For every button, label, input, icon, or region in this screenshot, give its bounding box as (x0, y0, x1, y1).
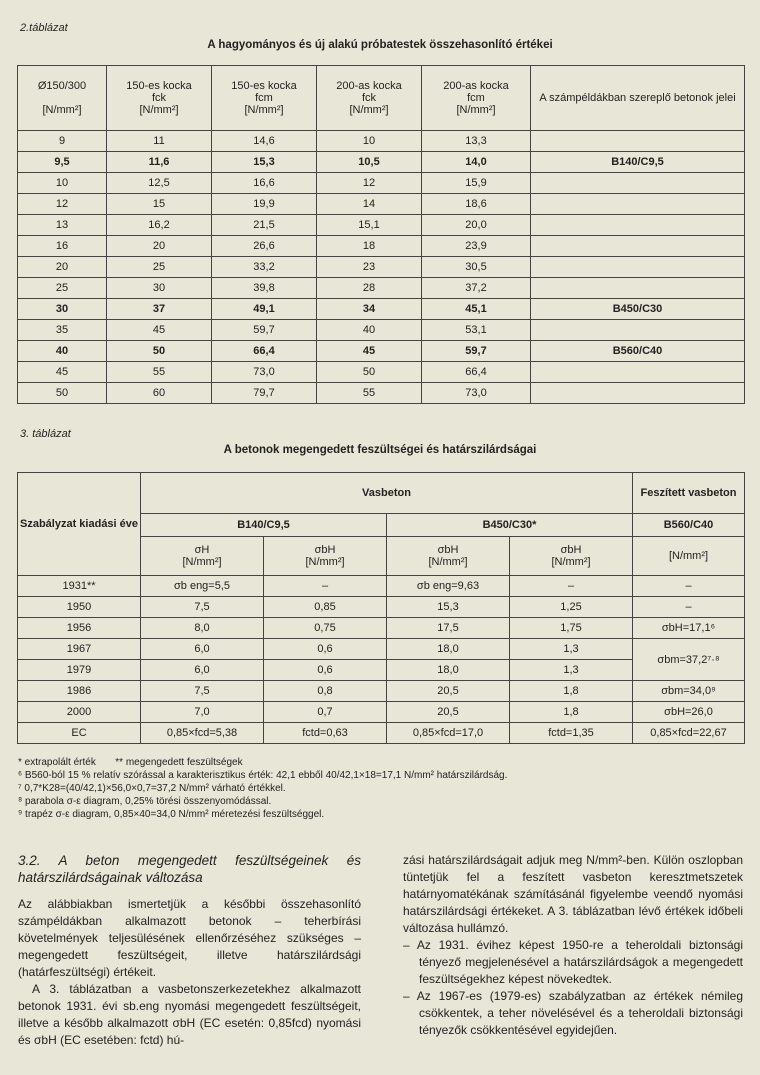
table-cell: 30 (107, 278, 212, 299)
table-cell: σbH=26,0 (633, 702, 745, 723)
table-cell: σbm=34,0⁹ (633, 681, 745, 702)
header-cell: Vasbeton (141, 473, 633, 514)
header-cell: 150-es kocka fck [N/mm²] (107, 66, 212, 131)
table-cell: 39,8 (212, 278, 317, 299)
table-row (18, 320, 745, 341)
table-cell: 15,3 (212, 152, 317, 173)
table-cell: 15,1 (317, 215, 422, 236)
table-cell: 0,85×fcd=22,67 (633, 723, 745, 744)
table-cell: – (633, 576, 745, 597)
table-cell: 45 (107, 320, 212, 341)
table-cell: 40 (317, 320, 422, 341)
table-cell: 0,6 (264, 660, 387, 681)
table-cell: 18,0 (387, 639, 510, 660)
table-cell: 0,6 (264, 639, 387, 660)
table-row (18, 383, 745, 404)
table-cell (531, 257, 745, 278)
table-cell: 73,0 (422, 383, 531, 404)
table-cell: 18,0 (387, 660, 510, 681)
table-cell: 9 (18, 131, 107, 152)
table-cell: 1,8 (510, 681, 633, 702)
header-cell: σbH [N/mm²] (264, 537, 387, 576)
table-cell: B560/C40 (531, 341, 745, 362)
table-cell: 66,4 (422, 362, 531, 383)
table-cell: fctd=1,35 (510, 723, 633, 744)
table2-caption: 2.táblázat (20, 22, 68, 34)
footnote: ⁹ trapéz σ-ε diagram, 0,85×40=34,0 N/mm² méretezési feszültséggel. (18, 809, 325, 820)
table-cell: 60 (107, 383, 212, 404)
footnote: * extrapolált érték ** megengedett feszültségek (18, 757, 243, 768)
table-cell: 10 (18, 173, 107, 194)
footnotes (18, 756, 507, 821)
header-cell: B140/C9,5 (141, 514, 387, 537)
table-cell: 45 (317, 341, 422, 362)
table-cell: 0,85×fcd=17,0 (387, 723, 510, 744)
footnote: ⁸ parabola σ-ε diagram, 0,25% törési összenyomódással. (18, 796, 272, 807)
table-cell: 59,7 (212, 320, 317, 341)
table-cell: 79,7 (212, 383, 317, 404)
table-cell: 45 (18, 362, 107, 383)
table-cell: 1979 (18, 660, 141, 681)
table-cell (531, 362, 745, 383)
table-cell: 30 (18, 299, 107, 320)
left-column (18, 852, 361, 1049)
footnote: ⁷ 0,7*K28=(40/42,1)×56,0×0,7=37,2 N/mm² várható értékkel. (18, 783, 286, 794)
table-cell: 16,2 (107, 215, 212, 236)
table-row (18, 194, 745, 215)
table-cell: 14 (317, 194, 422, 215)
table-cell: 0,7 (264, 702, 387, 723)
table-row (18, 299, 745, 320)
table-cell: 16,6 (212, 173, 317, 194)
table-cell: 37,2 (422, 278, 531, 299)
table3 (17, 472, 745, 744)
table3-title: A betonok megengedett feszültségei és határszilárdságai (223, 444, 537, 456)
table-cell: 14,0 (422, 152, 531, 173)
table-cell: B450/C30 (531, 299, 745, 320)
table-row (18, 341, 745, 362)
table-cell: 1967 (18, 639, 141, 660)
table-cell: 50 (18, 383, 107, 404)
header-cell: [N/mm²] (633, 537, 745, 576)
table-cell: 13 (18, 215, 107, 236)
header-cell: 150-es kocka fcm [N/mm²] (212, 66, 317, 131)
table-cell: 15 (107, 194, 212, 215)
table-header-row (18, 66, 745, 131)
table2 (17, 65, 745, 404)
table-cell: B140/C9,5 (531, 152, 745, 173)
table-row (18, 723, 745, 744)
table-cell (531, 278, 745, 299)
table-cell: 13,3 (422, 131, 531, 152)
footnote: ⁶ B560-ból 15 % relatív szórással a karakterisztikus érték: 42,1 ebből 40/42,1×18=17,1 N/mm² határszilárdság. (18, 770, 508, 781)
header-cell: 200-as kocka fcm [N/mm²] (422, 66, 531, 131)
table-row (18, 362, 745, 383)
table-cell: 0,75 (264, 618, 387, 639)
table-cell: 1,25 (510, 597, 633, 618)
table-cell: 2000 (18, 702, 141, 723)
table-cell (531, 320, 745, 341)
table-row (18, 278, 745, 299)
section-heading: 3.2. A beton megengedett feszültségeinek és határszilárdságainak változása (18, 853, 361, 885)
table-cell: 6,0 (141, 639, 264, 660)
table-cell: 30,5 (422, 257, 531, 278)
table-cell: σbH=17,1⁶ (633, 618, 745, 639)
header-cell: B450/C30* (387, 514, 633, 537)
table-cell: 20,5 (387, 702, 510, 723)
table2-title: A hagyományos és új alakú próbatestek összehasonlító értékei (207, 39, 553, 51)
table-cell: 18,6 (422, 194, 531, 215)
table-row (18, 597, 745, 618)
table-cell (531, 194, 745, 215)
table-cell: 7,5 (141, 597, 264, 618)
table-cell: 0,8 (264, 681, 387, 702)
table-cell: – (264, 576, 387, 597)
table-row (18, 576, 745, 597)
table-cell: 1956 (18, 618, 141, 639)
table-cell (531, 383, 745, 404)
table-cell: 12 (18, 194, 107, 215)
table-cell: 23 (317, 257, 422, 278)
table-cell: 16 (18, 236, 107, 257)
table-cell: 49,1 (212, 299, 317, 320)
header-cell: Szabályzat kiadási éve (18, 473, 141, 576)
table-cell: 34 (317, 299, 422, 320)
table-cell: 35 (18, 320, 107, 341)
table3-caption: 3. táblázat (20, 428, 71, 440)
table-cell: 53,1 (422, 320, 531, 341)
table-cell: 7,0 (141, 702, 264, 723)
paragraph: A 3. táblázatban a vasbetonszerkezetekhez alkalmazott betonok 1931. évi sb.eng nyomási megengedett feszültségeit, illetve a később alkalmazott σbH (EC esetén: 0,85fcd) nyomási és σbH (EC esetében: fctd) hú- (18, 982, 361, 1047)
table-cell: 11,6 (107, 152, 212, 173)
table-cell (531, 215, 745, 236)
table-cell: 37 (107, 299, 212, 320)
table-cell: – (510, 576, 633, 597)
table-cell: 28 (317, 278, 422, 299)
table-cell: 15,3 (387, 597, 510, 618)
table-cell: σb eng=9,63 (387, 576, 510, 597)
table-cell: 1950 (18, 597, 141, 618)
table-cell: 25 (107, 257, 212, 278)
paragraph: Az alábbiakban ismertetjük a későbbi összehasonlító számpéldákban alkalmazott betonok – teherbírási követelmények teljesülésének ellenőrzéséhez szükséges – megengedett feszültségeit, illetve határszilárdsági (határfeszültségi) értékeit. (18, 897, 361, 979)
table-cell: 20 (107, 236, 212, 257)
table-cell: 1,3 (510, 639, 633, 660)
table-cell: 1931** (18, 576, 141, 597)
table-cell: σbm=37,2⁷·⁸ (633, 639, 745, 681)
table-cell: σb eng=5,5 (141, 576, 264, 597)
table-cell: 0,85×fcd=5,38 (141, 723, 264, 744)
table-cell: 11 (107, 131, 212, 152)
table-cell (531, 173, 745, 194)
table-cell (531, 131, 745, 152)
table-row (18, 215, 745, 236)
table-cell: 55 (107, 362, 212, 383)
table-cell: 6,0 (141, 660, 264, 681)
table-row (18, 131, 745, 152)
table-cell: 1,8 (510, 702, 633, 723)
right-column (403, 852, 743, 1039)
table-cell: EC (18, 723, 141, 744)
table-cell: 23,9 (422, 236, 531, 257)
table-cell (531, 236, 745, 257)
header-cell: σbH [N/mm²] (387, 537, 510, 576)
table-cell: 20,5 (387, 681, 510, 702)
table-cell: 20,0 (422, 215, 531, 236)
table-cell: 50 (317, 362, 422, 383)
table-row (18, 618, 745, 639)
table-cell: 20 (18, 257, 107, 278)
table-cell: 66,4 (212, 341, 317, 362)
table-cell: fctd=0,63 (264, 723, 387, 744)
table-cell: 40 (18, 341, 107, 362)
table-cell: 25 (18, 278, 107, 299)
table-cell: 26,6 (212, 236, 317, 257)
table-cell: 45,1 (422, 299, 531, 320)
header-cell: A számpéldákban szereplő betonok jelei (531, 66, 745, 131)
dash-item: – Az 1967-es (1979-es) szabályzatban az értékek némileg csökkentek, a teher növelésével és a teheroldali biztonsági tényezők csökkentésével egyidejűen. (403, 989, 743, 1037)
table-row (18, 152, 745, 173)
table-cell: 55 (317, 383, 422, 404)
header-cell: Ø150/300 [N/mm²] (18, 66, 107, 131)
table-cell: 12,5 (107, 173, 212, 194)
table-cell: 73,0 (212, 362, 317, 383)
header-cell: σH [N/mm²] (141, 537, 264, 576)
table-row (18, 173, 745, 194)
table-cell: 18 (317, 236, 422, 257)
table-cell: 17,5 (387, 618, 510, 639)
table-cell: – (633, 597, 745, 618)
table-cell: 59,7 (422, 341, 531, 362)
table-cell: 33,2 (212, 257, 317, 278)
table-row (18, 257, 745, 278)
table-cell: 1986 (18, 681, 141, 702)
table-cell: 8,0 (141, 618, 264, 639)
header-cell: σbH [N/mm²] (510, 537, 633, 576)
table-cell: 0,85 (264, 597, 387, 618)
table-cell: 12 (317, 173, 422, 194)
table-cell: 21,5 (212, 215, 317, 236)
table-cell: 1,3 (510, 660, 633, 681)
table-cell: 9,5 (18, 152, 107, 173)
dash-item: – Az 1931. évihez képest 1950-re a teheroldali biztonsági tényező megjelenésével a határszilárdságok a megengedett feszültségekhez képest növekedtek. (403, 938, 743, 986)
paragraph: zási határszilárdságait adjuk meg N/mm²-ben. Külön oszlopban tüntetjük fel a feszített vasbeton keresztmetszetek határnyomatékának számításánál figyelembe veendő nyomási határszilárdsági értékeket. A 3. táblázatban lévő értékek időbeli változása hullámzó. (403, 853, 743, 935)
header-cell: 200-as kocka fck [N/mm²] (317, 66, 422, 131)
table-row (18, 681, 745, 702)
table-row (18, 639, 745, 660)
table-cell: 14,6 (212, 131, 317, 152)
table-header-row (18, 473, 745, 514)
table-cell: 10 (317, 131, 422, 152)
table-cell: 19,9 (212, 194, 317, 215)
header-cell: B560/C40 (633, 514, 745, 537)
header-cell: Feszített vasbeton (633, 473, 745, 514)
table-cell: 10,5 (317, 152, 422, 173)
table-cell: 15,9 (422, 173, 531, 194)
table-cell: 7,5 (141, 681, 264, 702)
table-row (18, 702, 745, 723)
table-cell: 50 (107, 341, 212, 362)
table-row (18, 236, 745, 257)
table-cell: 1,75 (510, 618, 633, 639)
